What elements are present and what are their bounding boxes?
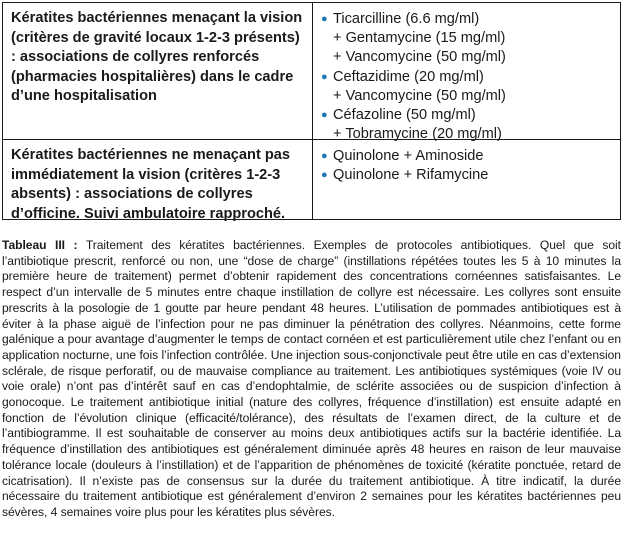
list-item	[321, 147, 614, 166]
bullet-dot-icon: ●	[321, 70, 328, 83]
drug-main: Ceftazidime (20 mg/ml)	[333, 68, 484, 85]
bullet-dot-icon: ●	[321, 13, 328, 25]
indication-cell: Kératites bactériennes menaçant la vision (critères de gravité locaux 1-2-3 présents) : associations de collyres renforcés (pharmacies hospitalières) dans le cadre d’une hospitalisation	[3, 3, 313, 139]
drug-sub: + Gentamycine (15 mg/ml)	[333, 30, 506, 47]
drug-sub: + Vancomycine (50 mg/ml)	[333, 49, 506, 66]
treatment-table	[2, 2, 621, 220]
table-caption	[2, 238, 621, 521]
caption-label: Tableau III :	[2, 238, 78, 252]
list-item	[321, 10, 614, 29]
bullet-dot-icon: ●	[321, 109, 328, 122]
indication-cell: Kératites bactériennes ne menaçant pas immédiatement la vision (critères 1-2-3 absents) : associations de collyres d’officine. Suivi ambulatoire rapproché.	[3, 140, 313, 219]
drug-main: Ticarcilline (6.6 mg/ml)	[333, 11, 480, 27]
drug-main: Quinolone + Aminoside	[333, 148, 484, 164]
list-item	[321, 106, 614, 125]
drug-main: Quinolone + Rifamycine	[333, 167, 489, 184]
drug-sub: + Tobramycine (20 mg/ml)	[333, 126, 502, 143]
protocol-cell	[313, 140, 620, 219]
bullet-dot-icon: ●	[321, 150, 328, 162]
drug-main: Céfazoline (50 mg/ml)	[333, 107, 476, 124]
protocol-cell	[313, 3, 620, 143]
table-row	[3, 3, 620, 143]
bullet-dot-icon: ●	[321, 169, 328, 182]
drug-sub: + Vancomycine (50 mg/ml)	[333, 87, 506, 104]
list-item	[321, 68, 614, 87]
caption-text: Traitement des kératites bactériennes. Exemples de protocoles antibiotiques. Quel que soit l’antibiotique prescrit, renforcé ou non, une “dose de charge” (instillations répétées toutes les 5 à 10 minutes la première heure de traitement) permet d’obtenir rapidement des concentrations cornéennes satisfaisantes. Le respect d’un intervalle de 5 minutes entre chaque instillation de collyre est nécessaire. Les collyres sont ensuite prescrits à la posologie de 1 goutte par heure pendant 48 heures. L’utilisation de pommades antibiotiques est à éviter à la phase aiguë de l’infection pour ne pas diminuer la pénétration des collyres. Néanmoins, cette forme galénique a pour avantage d’augmenter le temps de contact cornéen et est particulièrement utile chez l’enfant ou en application nocturne, une fois l’infection contrôlée. Une injection sous-conjonctivale peut être utile en cas d’extension sclérale, de risque perforatif, ou de mauvaise compliance au traitement. Les antibiotiques systémiques (voie IV ou voie orale) n’ont pas d’intérêt sauf en cas d’endophtalmie, de sclérite associées ou de suspicion d’infection à gonocoque. Le traitement antibiotique initial (nature des collyres, fréquence d’instillation) est ensuite adapté en fonction de l’évolution clinique (efficacité/tolérance), des résultats de l’examen direct, de la culture et de l’antibiogramme. Il est souhaitable de conserver au moins deux antibiotiques actifs sur la bactérie identifiée. La fréquence d’instillation des antibiotiques est généralement diminuée après 48 heures en raison de leur mauvaise tolérance locale (douleurs à l’instillation) et de l’apparition de phénomènes de toxicité (kératite ponctuée, retard de cicatrisation). Il n’existe pas de consensus sur la durée du traitement antibiotique. À titre indicatif, la durée nécessaire du traitement antibiotique est généralement d’environ 2 semaines pour les kératites bactériennes peu sévères, 4 semaines voire plus pour les kératites plus sévères.	[2, 238, 621, 519]
list-item	[321, 166, 614, 185]
table-row	[3, 139, 620, 222]
